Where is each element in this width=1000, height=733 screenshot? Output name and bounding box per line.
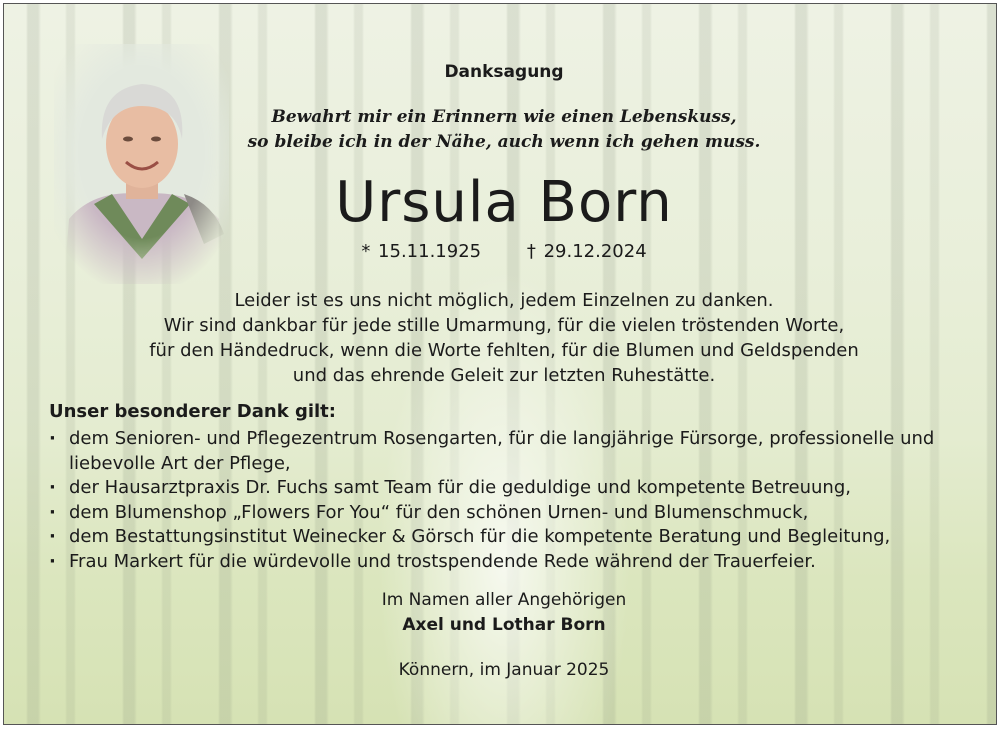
signoff bbox=[4, 588, 997, 638]
deceased-name: Ursula Born bbox=[335, 170, 673, 235]
death-date: † 29.12.2024 bbox=[526, 241, 647, 262]
thanks-text bbox=[4, 288, 997, 388]
body-line: für den Händedruck, wenn die Worte fehlten, für die Blumen und Geldspenden bbox=[149, 340, 859, 361]
list-item: · dem Bestattungsinstitut Weinecker & Görsch für die kompetente Beratung und Begleitung, bbox=[49, 525, 989, 550]
special-thanks-list bbox=[49, 427, 989, 575]
list-item: · der Hausarztpraxis Dr. Fuchs samt Team für die geduldige und kompetente Betreuung, bbox=[49, 476, 989, 501]
body-line: Leider ist es uns nicht möglich, jedem Einzelnen zu danken. bbox=[234, 290, 774, 311]
list-item: · Frau Markert für die würdevolle und trostspendende Rede während der Trauerfeier. bbox=[49, 550, 989, 575]
notice-title: Danksagung bbox=[444, 62, 564, 82]
body-line: und das ehrende Geleit zur letzten Ruhestätte. bbox=[292, 365, 716, 386]
place-and-date: Könnern, im Januar 2025 bbox=[398, 660, 610, 680]
list-item: · dem Senioren- und Pflegezentrum Rosengarten, für die langjährige Fürsorge, professionelle und liebevolle Art der Pflege, bbox=[49, 427, 989, 476]
memorial-verse bbox=[4, 105, 997, 155]
body-line: Wir sind dankbar für jede stille Umarmung, für die vielen tröstenden Worte, bbox=[163, 315, 845, 336]
signers: Axel und Lothar Born bbox=[402, 615, 606, 635]
verse-line: Bewahrt mir ein Erinnern wie einen Lebenskuss, bbox=[271, 107, 737, 127]
list-item: · dem Blumenshop „Flowers For You“ für den schönen Urnen- und Blumenschmuck, bbox=[49, 501, 989, 526]
verse-line: so bleibe ich in der Nähe, auch wenn ich gehen muss. bbox=[247, 132, 761, 152]
life-dates bbox=[4, 241, 997, 262]
obituary-card bbox=[3, 3, 997, 725]
birth-date: * 15.11.1925 bbox=[361, 241, 482, 262]
special-thanks-heading: Unser besonderer Dank gilt: bbox=[49, 401, 336, 422]
signoff-line: Im Namen aller Angehörigen bbox=[381, 590, 627, 610]
